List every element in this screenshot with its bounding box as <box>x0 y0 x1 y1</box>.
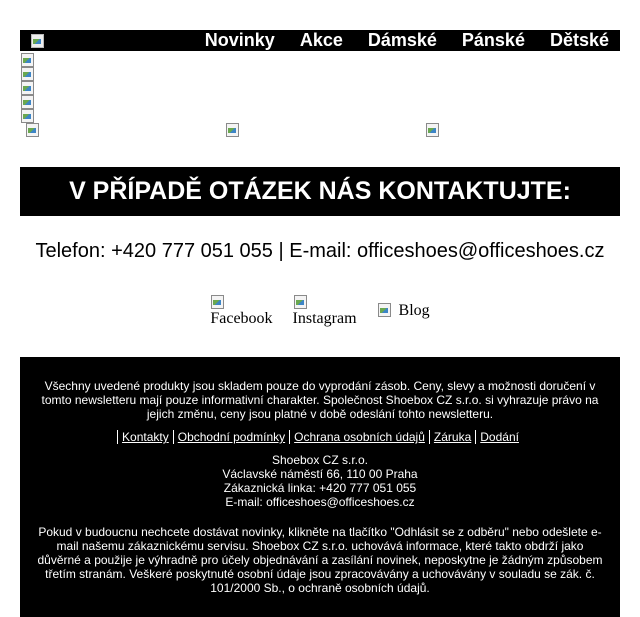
blog-link[interactable] <box>377 294 430 320</box>
facebook-icon <box>210 294 224 308</box>
logo-image-icon[interactable] <box>30 33 44 47</box>
unsubscribe-text: Pokud v budoucnu nechcete dostávat novinky, klikněte na tlačítko "Odhlásit se z odběru" nebo odešlete e-mail našemu zákaznickému servisu. Shoebox CZ s.r.o. uchovává informace, které takto obdrží jako důvěrné a použije je výhradně pro účely objednávání a zasílání novinek, neposkytne je žádným způsobem třetím stranám. Veškeré poskytnuté osobní údaje jsou zpracovávány a uchovávány v souladu se zák. č. 101/2000 Sb., o ochraně osobních údajů. <box>37 525 603 595</box>
company-name: Shoebox CZ s.r.o. <box>271 453 369 467</box>
newsletter-container <box>20 30 620 138</box>
nav-item-novinky[interactable]: Novinky <box>204 30 275 50</box>
footer <box>20 357 620 617</box>
broken-image-icon[interactable] <box>425 122 439 136</box>
broken-image-icon[interactable] <box>25 122 39 136</box>
broken-image-icon[interactable] <box>20 80 34 94</box>
instagram-link[interactable] <box>293 294 357 328</box>
broken-image-icon[interactable] <box>20 66 34 80</box>
footer-link-ochrana-udaju[interactable]: Ochrana osobních údajů <box>289 430 429 444</box>
top-nav-bar <box>20 30 620 51</box>
facebook-label: Facebook <box>210 310 273 327</box>
facebook-link[interactable] <box>210 294 272 328</box>
broken-image-icon[interactable] <box>225 122 239 136</box>
nav-menu <box>205 30 609 51</box>
blog-icon <box>377 302 391 316</box>
company-address: Václavské náměstí 66, 110 00 Praha <box>222 467 418 481</box>
nav-item-akce[interactable]: Akce <box>299 30 343 50</box>
footer-link-obchodni-podminky[interactable]: Obchodní podmínky <box>173 430 289 444</box>
company-phone: Zákaznická linka: +420 777 051 055 <box>223 481 417 495</box>
banner-row <box>20 122 620 138</box>
broken-image-icon[interactable] <box>20 52 34 66</box>
nav-item-panske[interactable]: Pánské <box>461 30 525 50</box>
footer-link-dodani[interactable]: Dodání <box>475 430 523 444</box>
footer-links <box>20 430 620 444</box>
blog-label: Blog <box>398 302 430 319</box>
company-info <box>20 453 620 509</box>
contact-heading: V PŘÍPADĚ OTÁZEK NÁS KONTAKTUJTE: <box>20 167 620 216</box>
broken-image-icon[interactable] <box>20 94 34 108</box>
disclaimer-text: Všechny uvedené produkty jsou skladem pouze do vyprodání zásob. Ceny, slevy a možnosti doručení v tomto newsletteru mají pouze informativní charakter. Společnost Shoebox CZ s.r.o. si vyhrazuje právo na jejich změnu, ceny jsou platné v době odeslání tohto newsletteru. <box>41 379 599 421</box>
footer-link-zaruka[interactable]: Záruka <box>429 430 475 444</box>
instagram-icon <box>293 294 307 308</box>
social-links <box>20 294 620 328</box>
broken-image-icon[interactable] <box>20 108 34 122</box>
company-email: E-mail: officeshoes@officeshoes.cz <box>225 495 415 509</box>
contact-info: Telefon: +420 777 051 055 | E-mail: officeshoes@officeshoes.cz <box>35 240 605 262</box>
footer-link-kontakty[interactable]: Kontakty <box>117 430 173 444</box>
instagram-label: Instagram <box>292 310 357 327</box>
image-stack <box>20 52 620 122</box>
nav-item-damske[interactable]: Dámské <box>367 30 437 50</box>
nav-item-detske[interactable]: Dětské <box>549 30 609 50</box>
